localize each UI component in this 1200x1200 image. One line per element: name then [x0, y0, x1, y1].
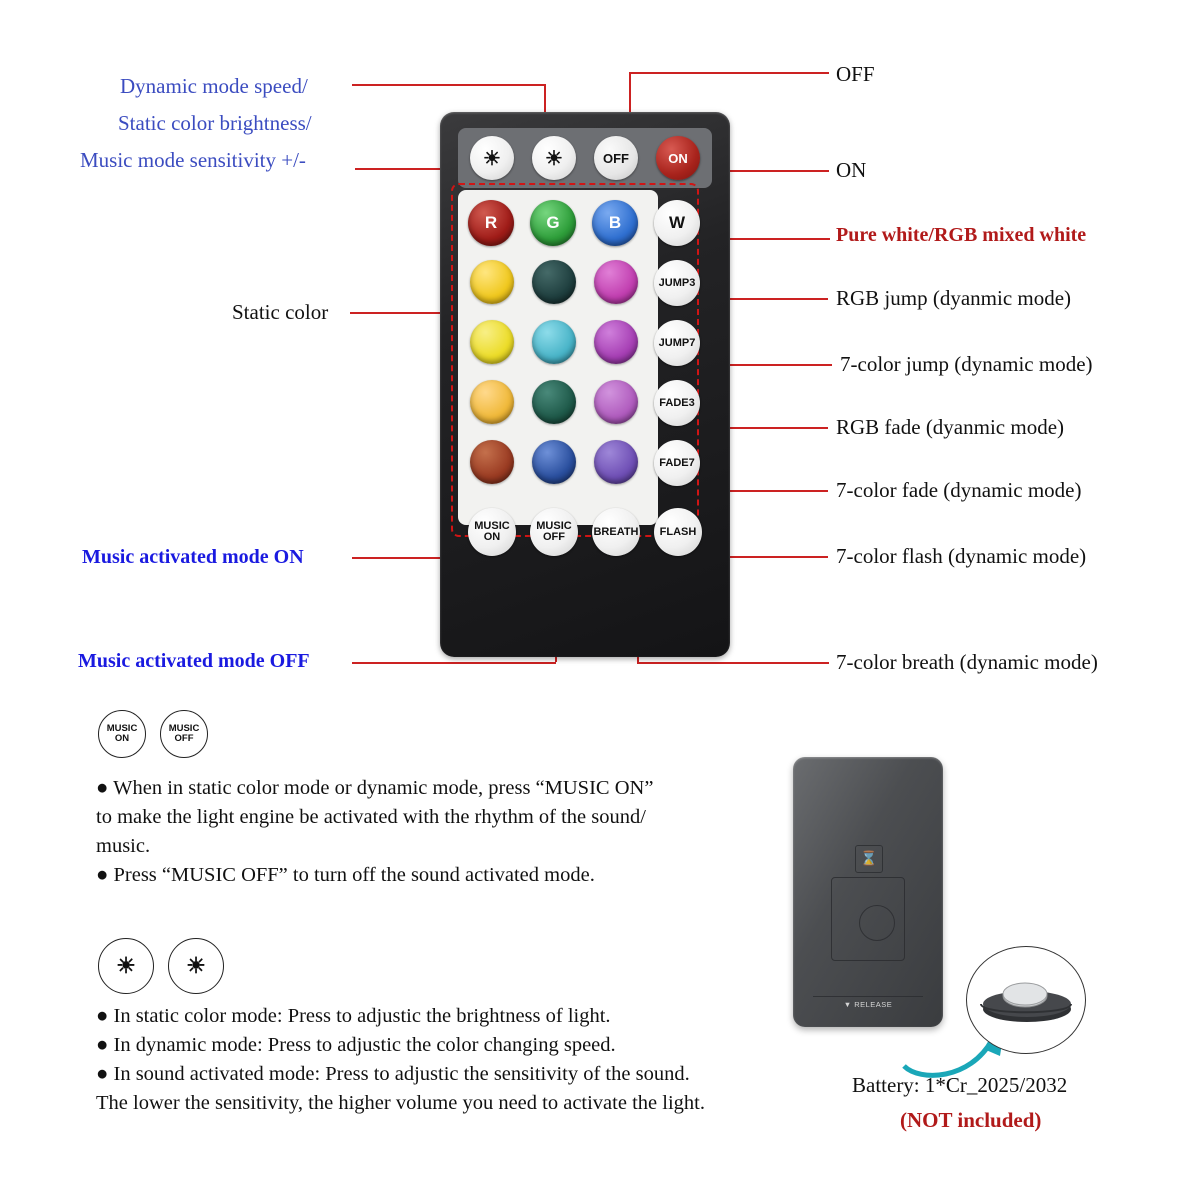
- music-icon-group: [98, 710, 208, 758]
- color-swatch[interactable]: [532, 260, 576, 304]
- remote-control: [440, 112, 730, 657]
- color-swatch[interactable]: [594, 320, 638, 364]
- label-jump7: 7-color jump (dynamic mode): [840, 352, 1093, 376]
- white-button-label: W: [668, 213, 686, 232]
- brightness-instruction-line-4: The lower the sensitivity, the higher volume you need to activate the light.: [96, 1092, 705, 1114]
- coin-cell-detail: [966, 946, 1086, 1054]
- music-off-icon-line2: OFF: [174, 733, 194, 744]
- flash-button[interactable]: [654, 508, 702, 556]
- label-speed-line3: Music mode sensitivity +/-: [80, 148, 306, 172]
- red-button-label: R: [484, 213, 498, 232]
- color-swatch[interactable]: [470, 440, 514, 484]
- battery-cover: [793, 757, 943, 1027]
- label-fade3: RGB fade (dyanmic mode): [836, 415, 1065, 439]
- flash-button-label: FLASH: [659, 525, 697, 538]
- label-music-off: Music activated mode OFF: [78, 650, 310, 672]
- breath-button-label: BREATH: [593, 525, 639, 538]
- release-label: ▼ RELEASE: [843, 1000, 893, 1009]
- leader-jump7: [716, 364, 832, 366]
- color-swatch[interactable]: [470, 260, 514, 304]
- color-swatch[interactable]: [470, 380, 514, 424]
- leader-off: [629, 72, 829, 74]
- music-instruction-line-4: ● Press “MUSIC OFF” to turn off the sound activated mode.: [96, 864, 595, 886]
- on-button-label: ON: [668, 150, 688, 166]
- music-on-button[interactable]: [468, 508, 516, 556]
- leader-fade3: [716, 427, 828, 429]
- music-off-icon-line1: MUSIC: [168, 723, 200, 734]
- label-music-on: Music activated mode ON: [82, 546, 304, 568]
- fade7-button-label: FADE7: [659, 457, 695, 469]
- music-off-label-1: MUSIC: [536, 520, 572, 532]
- leader-breath: [637, 662, 829, 664]
- label-static-color: Static color: [232, 300, 329, 324]
- off-button[interactable]: [594, 136, 638, 180]
- music-on-icon-line1: MUSIC: [106, 723, 138, 734]
- jump7-button[interactable]: [654, 320, 700, 366]
- brightness-down-instruction-glyph: ☀: [116, 953, 136, 978]
- label-breath: 7-color breath (dynamic mode): [836, 650, 1098, 674]
- hourglass-icon: ⌛: [855, 845, 883, 873]
- red-button[interactable]: [468, 200, 514, 246]
- color-swatch[interactable]: [532, 320, 576, 364]
- fade7-button[interactable]: [654, 440, 700, 486]
- color-swatch[interactable]: [532, 380, 576, 424]
- blue-button-label: B: [608, 213, 622, 232]
- color-swatch[interactable]: [470, 320, 514, 364]
- breath-button[interactable]: [592, 508, 640, 556]
- music-on-icon: [98, 710, 146, 758]
- fade3-button-label: FADE3: [659, 397, 695, 409]
- leader-jump3: [716, 298, 828, 300]
- brightness-up-icon: ☀: [545, 147, 563, 170]
- brightness-down-button[interactable]: [470, 136, 514, 180]
- label-fade7: 7-color fade (dynamic mode): [836, 478, 1082, 502]
- brightness-up-button[interactable]: [532, 136, 576, 180]
- label-white: Pure white/RGB mixed white: [836, 224, 1087, 246]
- coin-cell-outline: [859, 905, 895, 941]
- jump3-button-label: JUMP3: [658, 277, 696, 289]
- label-off: OFF: [836, 62, 875, 86]
- blue-button[interactable]: [592, 200, 638, 246]
- color-swatch[interactable]: [594, 440, 638, 484]
- brightness-instruction-line-2: ● In dynamic mode: Press to adjustic the color changing speed.: [96, 1034, 616, 1056]
- brightness-instruction-line-3: ● In sound activated mode: Press to adjustic the sensitivity of the sound.: [96, 1063, 690, 1085]
- label-speed-line2: Static color brightness/: [118, 111, 312, 135]
- brightness-icon-group: [98, 938, 224, 994]
- green-button-label: G: [546, 213, 560, 232]
- label-jump3: RGB jump (dyanmic mode): [836, 286, 1072, 310]
- music-off-button[interactable]: [530, 508, 578, 556]
- on-button[interactable]: [656, 136, 700, 180]
- music-instruction-line-1: ● When in static color mode or dynamic mode, press “MUSIC ON”: [96, 777, 654, 799]
- music-instruction-line-3: music.: [96, 835, 151, 857]
- brightness-down-instruction-icon: [98, 938, 154, 994]
- leader-music-off: [352, 662, 556, 664]
- color-swatch[interactable]: [594, 260, 638, 304]
- music-on-icon-line2: ON: [114, 733, 130, 744]
- brightness-up-instruction-icon: [168, 938, 224, 994]
- music-off-icon: [160, 710, 208, 758]
- battery-caption: Battery: 1*Cr_2025/2032: [852, 1073, 1068, 1097]
- brightness-instruction-line-1: ● In static color mode: Press to adjustic the brightness of light.: [96, 1005, 611, 1027]
- label-speed-line1: Dynamic mode speed/: [120, 74, 308, 98]
- battery-not-included: (NOT included): [900, 1108, 1042, 1132]
- leader-fade7: [716, 490, 828, 492]
- music-on-label-2: ON: [483, 531, 501, 543]
- color-swatch[interactable]: [594, 380, 638, 424]
- brightness-down-icon: ☀: [483, 147, 501, 170]
- label-flash: 7-color flash (dynamic mode): [836, 544, 1087, 568]
- fade3-button[interactable]: [654, 380, 700, 426]
- green-button[interactable]: [530, 200, 576, 246]
- jump7-button-label: JUMP7: [658, 337, 696, 349]
- music-off-label-2: OFF: [543, 531, 565, 543]
- jump3-button[interactable]: [654, 260, 700, 306]
- brightness-up-instruction-glyph: ☀: [186, 953, 206, 978]
- label-on: ON: [836, 158, 867, 182]
- leader-speed-top: [352, 84, 545, 86]
- music-instruction-line-2: to make the light engine be activated with the rhythm of the sound/: [96, 806, 646, 828]
- music-on-label-1: MUSIC: [474, 520, 510, 532]
- white-button[interactable]: [654, 200, 700, 246]
- color-swatch[interactable]: [532, 440, 576, 484]
- off-button-label: OFF: [603, 150, 629, 166]
